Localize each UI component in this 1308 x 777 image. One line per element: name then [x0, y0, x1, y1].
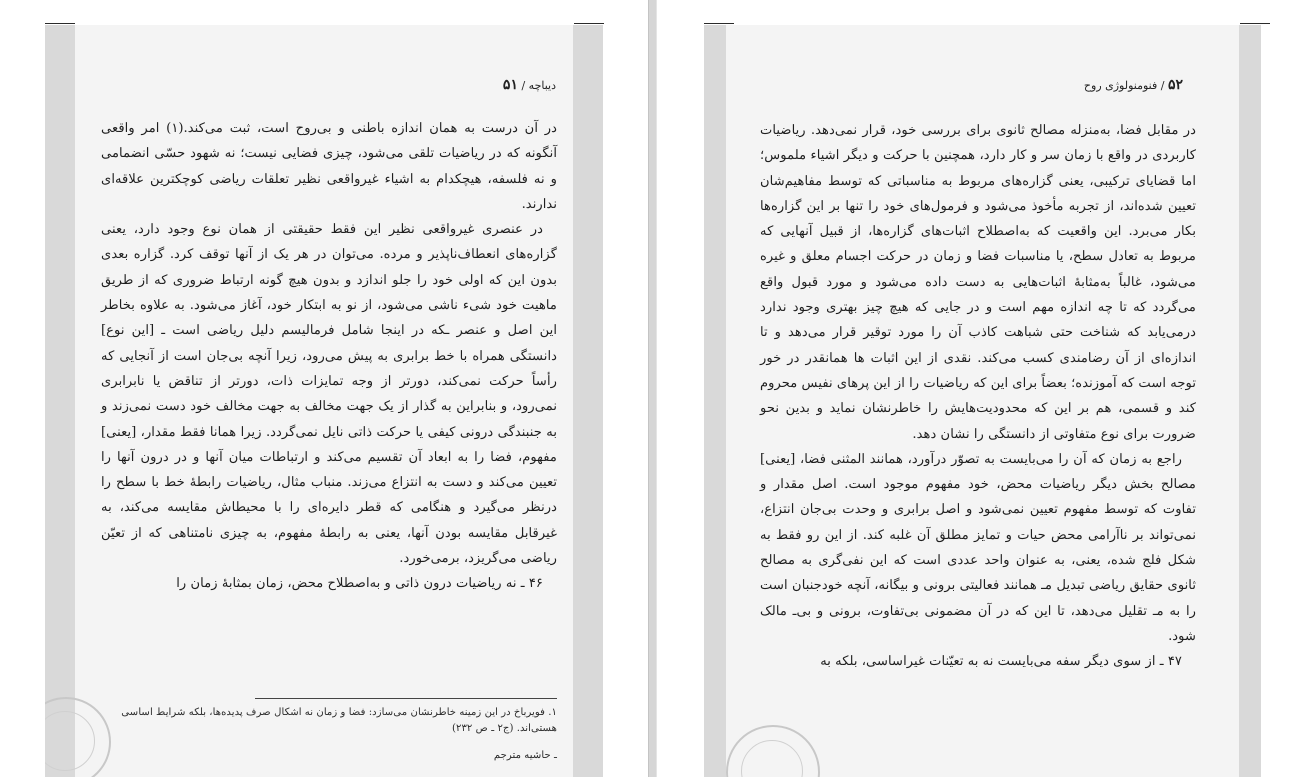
paragraph: راجع به زمان که آن را می‌بایست به تصوّر درآورد، همانند المثنی فضا، [یعنی] مصالح بخش دیگر ریاضیات محض، خود مفهوم موجود است. اصل مقدار و تفاوت که توسط مفهوم تعیین نمی‌شود و اصل برابری و وحدت بی‌جان انتزاع، نمی‌تواند بر ناآرامی محض حیات و تمایز مطلق آن غلبه کند. از این رو فقط به شکل فلج شده، یعنی، به عنوان واحد عددی است که این نفی‌گری به مصالح ثانوی حقایق ریاضی تبدیل مـ همانند فعالیتی برونی و بیگانه، آنچه خودجنبان است را به مـ تقلیل می‌دهد، تا این که در آن مضمونی بی‌تفاوت، برونی و بی‌ـ مالک شود.: [760, 451, 1196, 644]
paragraph: ۴۷ ـ از سوی دیگر سفه می‌بایست نه به تعیّنات غیراساسی، بلکه به: [820, 654, 1182, 670]
right-page-number: ۵۲: [1167, 77, 1183, 93]
left-page-body: [101, 116, 557, 597]
right-page-body: [760, 118, 1196, 675]
left-page-scan: [45, 25, 603, 777]
paragraph: در آن درست به همان اندازه باطنی و بی‌روح است، ثبت می‌کند.(۱) امر واقعی آنگونه که در ریاضیات تلقی می‌شود، چیزی فضایی نیست؛ نه شهود حسّی انضمامی و نه فلسفه، هیچکدام به اشیاء غیرواقعی نظیر تعلقات ریاضی کوچکترین علاقه‌ای ندارند.: [101, 121, 558, 212]
left-page-header: [503, 77, 556, 93]
page-edge-mark: [574, 23, 604, 24]
page-edge-mark: [704, 23, 734, 24]
right-page-header: ۵۲ / فنومنولوژی روح: [1083, 77, 1183, 93]
right-page-title: فنومنولوژی روح: [1083, 79, 1158, 92]
spread-divider: [648, 0, 657, 777]
right-page-margin: [704, 25, 726, 777]
right-page-margin: [1239, 25, 1261, 777]
right-page-scan: [704, 25, 1261, 777]
page-edge-mark: [45, 23, 75, 24]
left-page-margin: [45, 25, 75, 777]
paragraph: در مقابل فضا، به‌منزله مصالح ثانوی برای بررسی خود، قرار نمی‌دهد. ریاضیات کاربردی در واقع با زمان سر و کار دارد، همچنین با حرکت و دیگر اشیاء ملموس؛ اما قضایای ترکیبی، یعنی گزاره‌های مربوط به مناسباتی که توسط مفاهیم‌شان تعیین شده‌اند، از تجربه مأخوذ می‌شود و فرمول‌های خود را تنها بر این گزاره‌ها بکار می‌برد. این واقعیت که به‌اصطلاح اثبات‌های گزاره‌ها، از قبیل آنهایی که مربوط به تعادل سطح، یا مناسبات فضا و زمان در حرکت اجسام معلق و غیره می‌شود، غالباً به‌مثابهٔ اثبات‌هایی به دست داده می‌شود و مورد قبول واقع می‌گردد که تا چه اندازه مهم است و در جایی که هیچ چیز بهتری وجود ندارد درمی‌یابد که شناخت حتی شباهت کاذب آن را مورد توقیر قرار می‌دهد و تا اندازه‌ای از آن رضامندی کسب می‌کند. نقدی از این اثبات ها همانقدر در خور توجه است که آموزنده؛ بعضاً برای این که ریاضیات را از این پرهای نفیس محروم کند و قسمی، هم بر این که محدودیت‌هایش را خاطرنشان نماید و بدین نحو ضرورت برای نوع متفاوتی از دانستگی را نشان دهد.: [759, 123, 1196, 442]
paragraph: در عنصری غیرواقعی نظیر این فقط حقیقتی از همان نوع وجود دارد، یعنی گزاره‌های انعطاف‌ناپذیر و مرده. می‌توان در هر یک از آنها توقف کرد. گزاره بعدی بدون این که اولی خود را جلو اندازد و بدون هیچ گونه ارتباط ضروری که از طریق ماهیت خود شیء ناشی می‌شود، از نو به ابتکار خود، آغاز می‌شود. به علاوه بخاطر این اصل و عنصر ـکه در اینجا شامل فرمالیسم دلیل ریاضی است ـ [این نوع] دانستگی همراه با خط برابری به پیش می‌رود، زیرا آنچه بی‌جان است از آنجایی که رأساً حرکت نمی‌کند، دورتر از وجه تمایزات ذات، دورتر از تناقض یا نابرابری نمی‌رود، و بنابراین به گذار از یک جهت مخالف به جهت مخالف خود دست نمی‌زند و به جنبندگی درونی کیفی یا حرکت ذاتی نایل نمی‌گردد. زیرا همانا فقط مقدار، [یعنی] مفهوم، فضا را به ابعاد آن تقسیم می‌کند و ارتباطات میان آنها و در درون آنها را تعیین می‌کند و دست به انتزاع می‌زند. منباب مثال، ریاضیات رابطهٔ خط با سطح را درنظر می‌گیرد و هنگامی که قطر دایره‌ای را با محیطاش مقایسه می‌کند، به غیرقابل مقایسه بودن آنها، یعنی به رابطهٔ مفهوم، به چیزی نامتناهی که از تعیّن ریاضی می‌گریزد، برمی‌خورد.: [101, 222, 557, 567]
footnote-separator: [255, 698, 557, 699]
footnote-translator-note: ـ حاشیه مترجم: [493, 750, 557, 761]
paragraph: ۴۶ ـ نه ریاضیات درون ذاتی و به‌اصطلاح محض، زمان بمثابهٔ زمان را: [176, 576, 543, 592]
left-page-title: دیباچه /: [521, 79, 556, 92]
footnote: ۱. فویرباخ در این زمینه خاطرنشان می‌سازد: فضا و زمان نه اشکال صرف پدیده‌ها، بلکه شرایط اساسی هستی‌اند. (ج۲ ـ ص ۲۳۲): [121, 707, 557, 734]
left-page-margin: [573, 25, 603, 777]
page-edge-mark: [1240, 23, 1270, 24]
left-page-number: ۵۱: [502, 77, 518, 93]
